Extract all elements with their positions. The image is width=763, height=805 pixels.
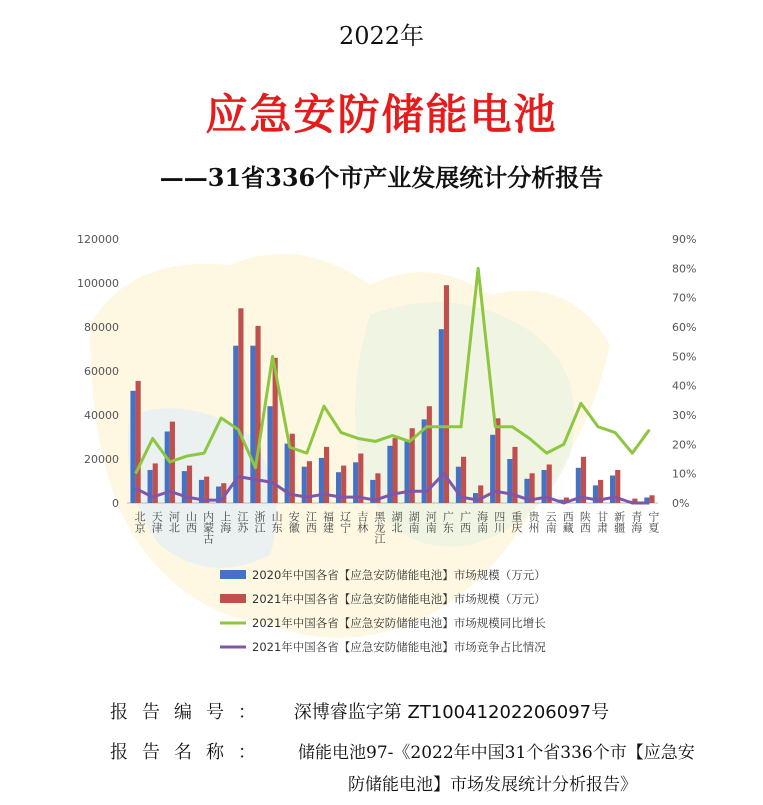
category-label-2: 河北 [167,511,181,533]
bar-2020-22 [507,459,512,503]
right-axis-tick-label: 50% [672,350,697,364]
legend-label-2: 2021年中国各省【应急安防储能电池】市场规模同比增长 [252,616,546,630]
category-label-11: 福建 [321,511,335,533]
report-name-label: 报告名称： [110,742,270,763]
category-label-5: 上海 [218,511,232,533]
legend-label-0: 2020年中国各省【应急安防储能电池】市场规模（万元） [252,568,546,582]
left-axis-tick-label: 40000 [84,409,119,422]
category-label-4: 内蒙古 [201,511,215,544]
bar-2020-8 [267,406,272,503]
bar-2020-16 [404,441,409,503]
left-axis-tick-label: 20000 [84,453,119,466]
left-axis-tick-label: 120000 [77,233,119,246]
legend-swatch-1 [220,594,246,603]
category-label-27: 甘肃 [595,511,609,533]
report-number-value: 深博睿监字第 ZT10041202206097号 [293,702,610,723]
legend-swatch-0 [220,570,246,579]
left-axis-tick-label: 80000 [84,321,119,334]
legend-label-1: 2021年中国各省【应急安防储能电池】市场规模（万元） [252,592,546,606]
legend-label-3: 2021年中国各省【应急安防储能电池】市场竞争占比情况 [252,640,546,654]
bar-2021-30 [649,495,654,503]
category-label-24: 云南 [544,511,558,533]
report-number-row [110,698,609,724]
left-axis-tick-label: 0 [112,497,119,510]
bar-2021-18 [444,285,449,503]
left-axis-tick-label: 100000 [77,277,119,290]
category-label-21: 四川 [492,511,506,533]
right-axis-tick-label: 10% [672,467,697,481]
report-subtitle: ——31省336个市产业发展统计分析报告 [159,163,604,192]
category-label-14: 黑龙江 [372,511,386,544]
bar-2020-0 [130,391,135,503]
right-axis-tick-label: 30% [672,409,697,422]
category-label-0: 北京 [133,511,147,533]
category-label-10: 江西 [304,511,318,533]
bar-2021-13 [358,454,363,504]
right-axis-tick-label: 20% [672,438,697,452]
category-label-26: 陕西 [578,511,592,533]
category-label-7: 浙江 [252,511,266,533]
report-number-label: 报告编号： [110,702,270,723]
report-name-value-line2: 防储能电池】市场发展统计分析报告》 [348,775,637,795]
category-label-28: 新疆 [612,511,626,533]
bar-2021-6 [238,308,243,503]
right-axis-tick-label: 80% [672,262,697,276]
category-label-16: 湖南 [407,511,421,533]
report-year: 2022年 [338,22,425,50]
right-axis-tick-label: 70% [672,291,697,305]
category-label-29: 青海 [629,511,643,533]
category-label-22: 重庆 [509,511,523,533]
category-label-1: 天津 [150,511,164,533]
category-label-19: 广西 [458,511,472,533]
category-label-18: 广东 [441,511,455,533]
category-label-25: 西藏 [561,511,575,533]
left-axis-tick-label: 60000 [84,365,119,378]
category-label-17: 河南 [424,511,438,533]
category-label-13: 吉林 [355,511,369,533]
chart [40,215,740,665]
category-label-6: 江苏 [235,511,249,533]
right-axis-tick-label: 40% [672,379,697,393]
category-label-12: 辽宁 [338,511,352,533]
category-label-20: 海南 [475,511,489,533]
category-label-9: 安徽 [287,511,301,533]
report-name-value-line1: 储能电池97-《2022年中国31个省336个市【应急安 [298,743,695,763]
report-name-label-row [110,738,270,764]
bar-2021-7 [255,326,260,503]
category-label-23: 贵州 [527,511,541,533]
bar-2021-0 [136,381,141,503]
right-axis-tick-label: 90% [672,233,697,246]
report-title: 应急安防储能电池 [205,90,558,139]
category-label-3: 山西 [184,511,198,533]
category-label-8: 山东 [270,511,284,533]
right-axis-tick-label: 0% [672,497,690,510]
right-axis-tick-label: 60% [672,321,697,334]
category-label-15: 湖北 [390,511,403,533]
category-label-30: 宁夏 [646,511,660,533]
